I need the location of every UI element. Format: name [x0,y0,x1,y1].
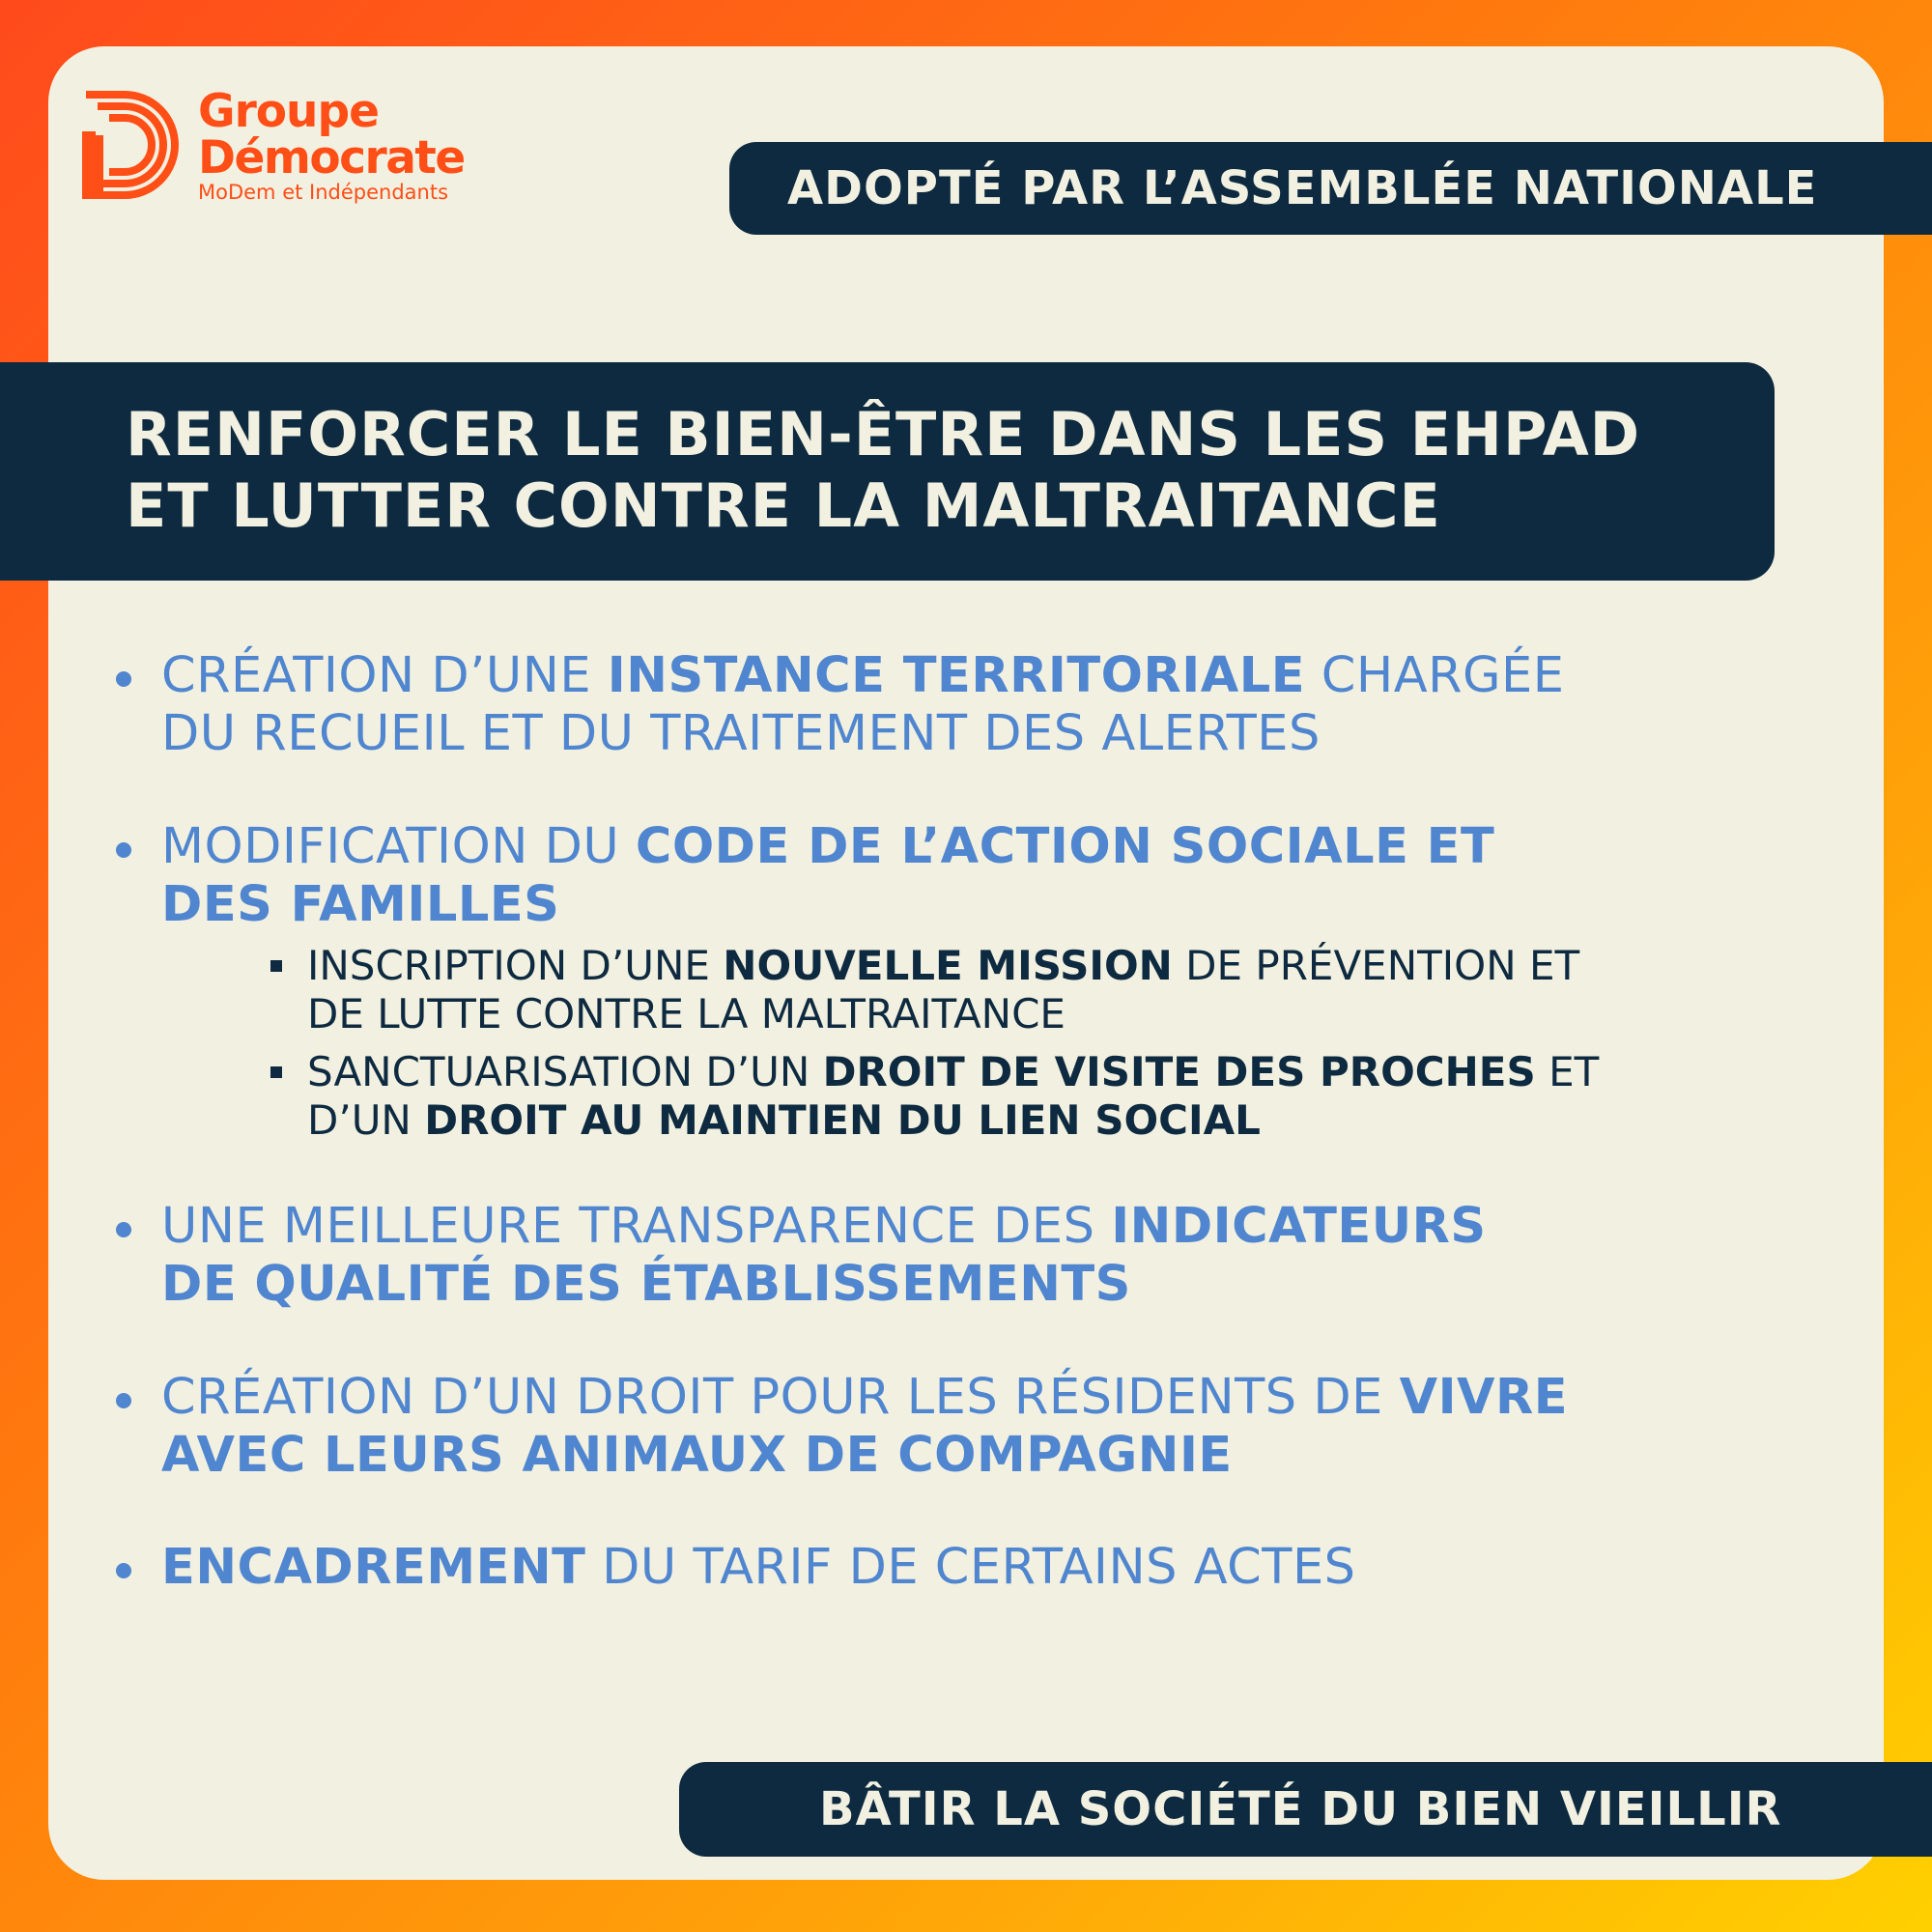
slogan-banner-text: BÂTIR LA SOCIÉTÉ DU BIEN VIEILLIR [819,1782,1782,1836]
sub-item-text: INSCRIPTION D’UNE NOUVELLE MISSION DE PRÉVENTION ET DE LUTTE CONTRE LA MALTRAITANCE [307,942,1580,1037]
bullet-text: CRÉATION D’UN DROIT POUR LES RÉSIDENTS DE VIVRE AVEC LEURS ANIMAUX DE COMPAGNIE [161,1369,1569,1484]
square-bullet-icon [270,1066,282,1078]
logo-line-modem: MoDem et Indépendants [198,181,449,204]
adopted-banner-text: ADOPTÉ PAR L’ASSEMBLÉE NATIONALE [787,161,1818,215]
logo-line-groupe: Groupe [198,85,380,138]
bullet-dot-icon [116,842,131,858]
bullet-text: UNE MEILLEURE TRANSPARENCE DES INDICATEURS DE QUALITÉ DES ÉTABLISSEMENTS [161,1198,1487,1313]
title-line-2: ET LUTTER CONTRE LA MALTRAITANCE [126,470,1441,541]
bullet-text: MODIFICATION DU CODE DE L’ACTION SOCIALE ET DES FAMILLES [161,818,1495,933]
logo-line-democrate: Démocrate [198,131,465,185]
sub-item-text: SANCTUARISATION D’UN DROIT DE VISITE DES PROCHES ET D’UN DROIT AU MAINTIEN DU LIEN SOCIAL [307,1048,1600,1144]
bullet-dot-icon [116,1222,131,1237]
square-bullet-icon [270,960,282,972]
title-line-1: RENFORCER LE BIEN-ÊTRE DANS LES EHPAD [126,399,1641,469]
bullet-dot-icon [116,1563,131,1578]
bullet-text: CRÉATION D’UNE INSTANCE TERRITORIALE CHARGÉE DU RECUEIL ET DU TRAITEMENT DES ALERTES [161,647,1565,762]
slogan-banner [679,1762,1932,1857]
bullet-text: ENCADREMENT DU TARIF DE CERTAINS ACTES [161,1539,1356,1596]
bullet-dot-icon [116,1393,131,1408]
bullet-dot-icon [116,671,131,687]
